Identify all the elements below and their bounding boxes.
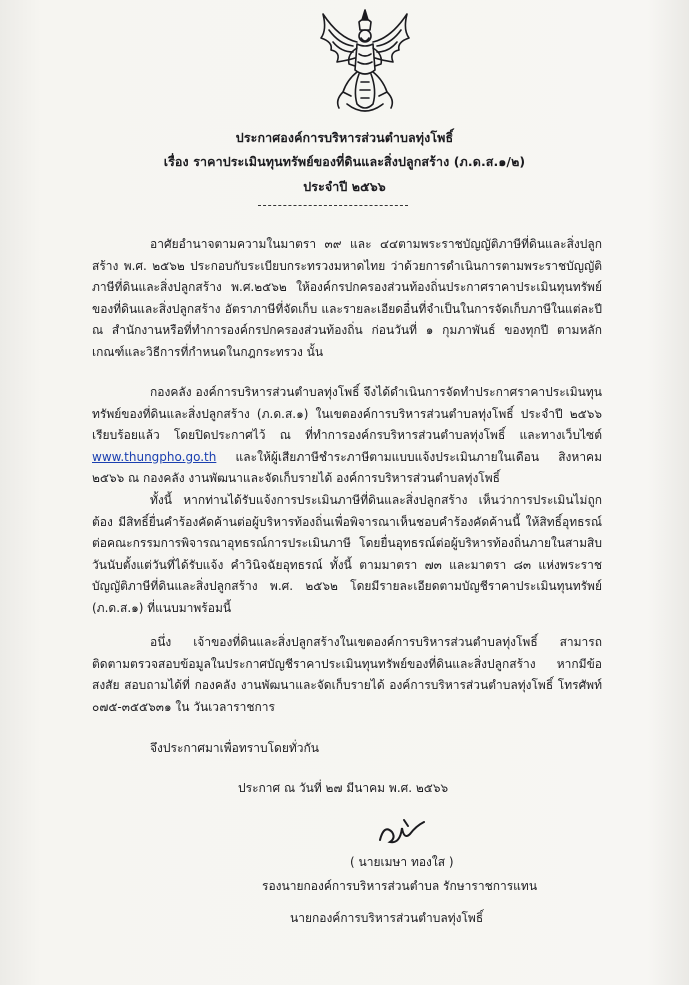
paragraph-assessment-text-b: และให้ผู้เสียภาษีชำระภาษีตามแบบแจ้งประเมินภายในเดือน สิงหาคม ๒๕๖๖ ณ กองคลัง งานพัฒนาและจัดเก็บรายได้ องค์การบริหารส่วนตำบลทุ่งโพธิ์ xyxy=(92,449,602,485)
announcement-year: ประจำปี ๒๕๖๖ xyxy=(303,179,386,194)
paragraph-contact-info xyxy=(92,632,602,718)
signatory-position-acting: รองนายกองค์การบริหารส่วนตำบล รักษาราชการแทน xyxy=(262,879,538,893)
announcement-title: ประกาศองค์การบริหารส่วนตำบลทุ่งโพธิ์ xyxy=(235,130,454,145)
handwritten-signature xyxy=(376,814,428,850)
website-link[interactable]: www.thungpho.go.th xyxy=(92,449,217,464)
paragraph-appeal-rights xyxy=(92,490,602,619)
paragraph-legal-basis-text: อาศัยอำนาจตามความในมาตรา ๓๙ และ ๔๔ตามพระราชบัญญัติภาษีที่ดินและสิ่งปลูกสร้าง พ.ศ. ๒๕๖๒ ประกอบกับระเบียบกระทรวงมหาดไทย ว่าด้วยการดำเนินการตามพระราชบัญญัติภาษีที่ดินและสิ่งปลูกสร้าง พ.ศ.๒๕๖๒ ให้องค์กรปกครองส่วนท้องถิ่นประกาศราคาประเมินทุนทรัพย์ของที่ดินและสิ่งปลูกสร้าง อัตราภาษีที่จัดเก็บ และรายละเอียดอื่นที่จำเป็นในการจัดเก็บภาษีในแต่ละปี ณ สำนักงานหรือที่ทำการองค์กรปกครองส่วนท้องถิ่น ก่อนวันที่ ๑ กุมภาพันธ์ ของทุกปี ตามหลักเกณฑ์และวิธีการที่กำหนดในกฎกระทรวง นั้น xyxy=(92,237,602,359)
paragraph-appeal-rights-text: ทั้งนี้ หากท่านได้รับแจ้งการประเมินภาษีที่ดินและสิ่งปลูกสร้าง เห็นว่าการประเมินไม่ถูกต้อง มีสิทธิ์ยื่นคำร้องคัดค้านต่อผู้บริหารท้องถิ่นเพื่อพิจารณาเห็นชอบคำร้องคัดค้านนี้ ให้สิทธิ์อุทธรณ์ต่อคณะกรรมการพิจารณาอุทธรณ์การประเมินภาษี โดยยื่นอุทธรณ์ต่อผู้บริหารท้องถิ่นภายในสามสิบวันนับตั้งแต่วันที่ได้รับแจ้ง คำวินิจฉัยอุทธรณ์ ทั้งนี้ ตามมาตรา ๗๓ และมาตรา ๘๓ แห่งพระราชบัญญัติภาษีที่ดินและสิ่งปลูกสร้าง พ.ศ. ๒๕๖๒ โดยมีรายละเอียดตามบัญชีราคาประเมินทุนทรัพย์ (ภ.ด.ส.๑) ที่แนบมาพร้อมนี้ xyxy=(92,493,602,615)
announcement-subject: เรื่อง ราคาประเมินทุนทรัพย์ของที่ดินและสิ่งปลูกสร้าง (ภ.ด.ส.๑/๒) xyxy=(163,154,526,169)
closing-statement: จึงประกาศมาเพื่อทราบโดยทั่วกัน xyxy=(150,741,319,755)
paragraph-legal-basis xyxy=(92,234,602,363)
paragraph-assessment-text-a: กองคลัง องค์การบริหารส่วนตำบลทุ่งโพธิ์ จึงได้ดำเนินการจัดทำประกาศราคาประเมินทุนทรัพย์ของที่ดินและสิ่งปลูกสร้าง (ภ.ด.ส.๑) ในเขตองค์การบริหารส่วนตำบลทุ่งโพธิ์ ประจำปี ๒๕๖๖ เรียบร้อยแล้ว โดยปิดประกาศไว้ ณ ที่ทำการองค์กรบริหารส่วนตำบลทุ่งโพธิ์ และทางเว็บไซต์ xyxy=(92,385,602,442)
announcement-date: ประกาศ ณ วันที่ ๒๗ มีนาคม พ.ศ. ๒๕๖๖ xyxy=(238,781,449,795)
title-divider xyxy=(258,205,408,206)
garuda-emblem-icon xyxy=(313,8,417,118)
signatory-position-title: นายกองค์การบริหารส่วนตำบลทุ่งโพธิ์ xyxy=(290,911,484,925)
paragraph-assessment-published xyxy=(92,382,602,490)
signatory-name: ( นายเมษา ทองใส ) xyxy=(350,855,454,869)
paragraph-contact-info-text: อนึ่ง เจ้าของที่ดินและสิ่งปลูกสร้างในเขตองค์การบริหารส่วนตำบลทุ่งโพธิ์ สามารถติดตามตรวจสอบข้อมูลในประกาศบัญชีราคาประเมินทุนทรัพย์ของที่ดินและสิ่งปลูกสร้าง หากมีข้อสงสัย สอบถามได้ที่ กองคลัง งานพัฒนาและจัดเก็บรายได้ องค์การบริหารส่วนตำบลทุ่งโพธิ์ โทรศัพท์ ๐๗๕-๓๕๕๖๓๑ ใน วันเวลาราชการ xyxy=(92,635,602,714)
